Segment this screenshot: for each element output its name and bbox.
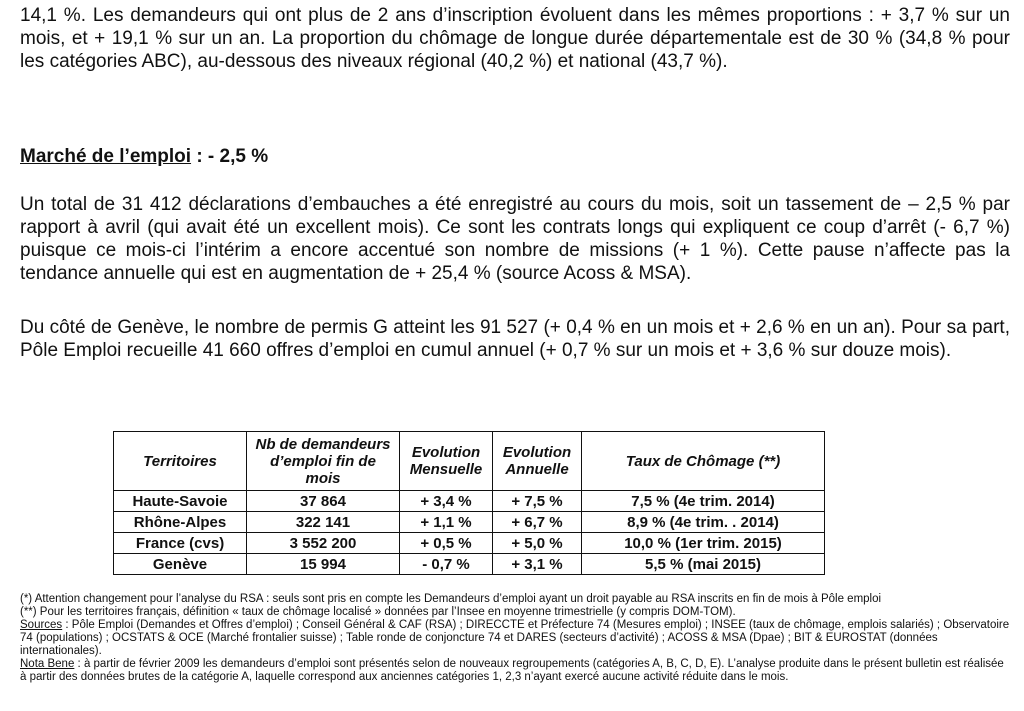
table-row <box>114 491 825 512</box>
table-row <box>114 554 825 575</box>
sources-label: Sources <box>20 619 63 631</box>
footnote-star2: (**) Pour les territoires français, définition « taux de chômage localisé » données par l’Insee en moyenne trimestrielle (y compris DOM-TOM). <box>20 606 736 618</box>
cell-annuelle: + 6,7 % <box>493 512 582 533</box>
footnote-nota-bene <box>20 658 1010 684</box>
cell-territoire: France (cvs) <box>114 533 247 554</box>
cell-taux: 7,5 % (4e trim. 2014) <box>582 491 825 512</box>
cell-mensuelle: + 1,1 % <box>400 512 493 533</box>
cell-nb: 15 994 <box>247 554 400 575</box>
nota-bene-text: : à partir de février 2009 les demandeurs d’emploi sont présentés selon de nouveaux regroupements (catégories A, B, C, D, E). L’analyse produite dans le présent bulletin est réalisée à partir des données brutes de la catégorie A, laquelle correspond aux anciennes catégories 1, 2,3 n’ayant exercé aucune activité réduite dans le mois. <box>20 658 1004 683</box>
territories-table <box>113 431 825 575</box>
paragraph-geneva: Du côté de Genève, le nombre de permis G atteint les 91 527 (+ 0,4 % en un mois et + 2,6 % en un an). Pour sa part, Pôle Emploi recueille 41 660 offres d’emploi en cumul annuel (+ 0,7 % sur un mois et + 3,6 % sur douze mois). <box>20 317 1010 361</box>
section-heading-job-market <box>20 146 268 168</box>
table-row <box>114 533 825 554</box>
table-row <box>114 512 825 533</box>
table-header-row <box>114 432 825 491</box>
cell-taux: 10,0 % (1er trim. 2015) <box>582 533 825 554</box>
sources-text: : Pôle Emploi (Demandes et Offres d’emploi) ; Conseil Général & CAF (RSA) ; DIRECCTE et Préfecture 74 (Mesures emploi) ; INSEE (taux de chômage, emplois salariés) ; Observatoire 74 (populations) ; OCSTATS & OCE (Marché frontalier suisse) ; Table ronde de conjoncture 74 et DARES (secteurs d’activité) ; ACOSS & MSA (Dpae) ; BIT & EUROSTAT (données internationales). <box>20 619 1010 657</box>
cell-annuelle: + 5,0 % <box>493 533 582 554</box>
header-evolution-mensuelle: Evolution Mensuelle <box>400 432 493 491</box>
section-heading-title: Marché de l’emploi <box>20 146 192 167</box>
footnote-sources <box>20 619 1010 658</box>
header-nb-demandeurs: Nb de demandeurs d’emploi fin de mois <box>247 432 400 491</box>
section-heading-value: : - 2,5 % <box>191 146 269 167</box>
header-taux-chomage: Taux de Chômage (**) <box>582 432 825 491</box>
header-evolution-annuelle: Evolution Annuelle <box>493 432 582 491</box>
cell-territoire: Rhône-Alpes <box>114 512 247 533</box>
cell-nb: 322 141 <box>247 512 400 533</box>
cell-territoire: Haute-Savoie <box>114 491 247 512</box>
paragraph-hiring-declarations: Un total de 31 412 déclarations d’embauches a été enregistré au cours du mois, soit un tassement de – 2,5 % par rapport à avril (qui avait été un excellent mois). Ce sont les contrats longs qui expliquent ce coup d’arrêt (- 6,7 %) puisque ce mois-ci l’intérim a encore accentué son nombre de missions (+ 1 %). Cette pause n’affecte pas la tendance annuelle qui est en augmentation de + 25,4 % (source Acoss & MSA). <box>20 194 1010 284</box>
cell-mensuelle: - 0,7 % <box>400 554 493 575</box>
nota-bene-label: Nota Bene <box>20 658 75 670</box>
cell-taux: 5,5 % (mai 2015) <box>582 554 825 575</box>
cell-nb: 3 552 200 <box>247 533 400 554</box>
cell-nb: 37 864 <box>247 491 400 512</box>
footnotes <box>20 593 1010 684</box>
cell-territoire: Genève <box>114 554 247 575</box>
cell-annuelle: + 3,1 % <box>493 554 582 575</box>
footnote-star1: (*) Attention changement pour l’analyse du RSA : seuls sont pris en compte les Demandeurs d’emploi ayant un droit payable au RSA inscrits en fin de mois à Pôle emploi <box>20 593 882 605</box>
cell-mensuelle: + 0,5 % <box>400 533 493 554</box>
cell-annuelle: + 7,5 % <box>493 491 582 512</box>
cell-taux: 8,9 % (4e trim. . 2014) <box>582 512 825 533</box>
header-territoires: Territoires <box>114 432 247 491</box>
cell-mensuelle: + 3,4 % <box>400 491 493 512</box>
paragraph-long-term-unemployment: 14,1 %. Les demandeurs qui ont plus de 2 ans d’inscription évoluent dans les mêmes proportions : + 3,7 % sur un mois, et + 19,1 % sur un an. La proportion du chômage de longue durée départementale est de 30 % (34,8 % pour les catégories ABC), au-dessous des niveaux régional (40,2 %) et national (43,7 %). <box>20 5 1010 72</box>
